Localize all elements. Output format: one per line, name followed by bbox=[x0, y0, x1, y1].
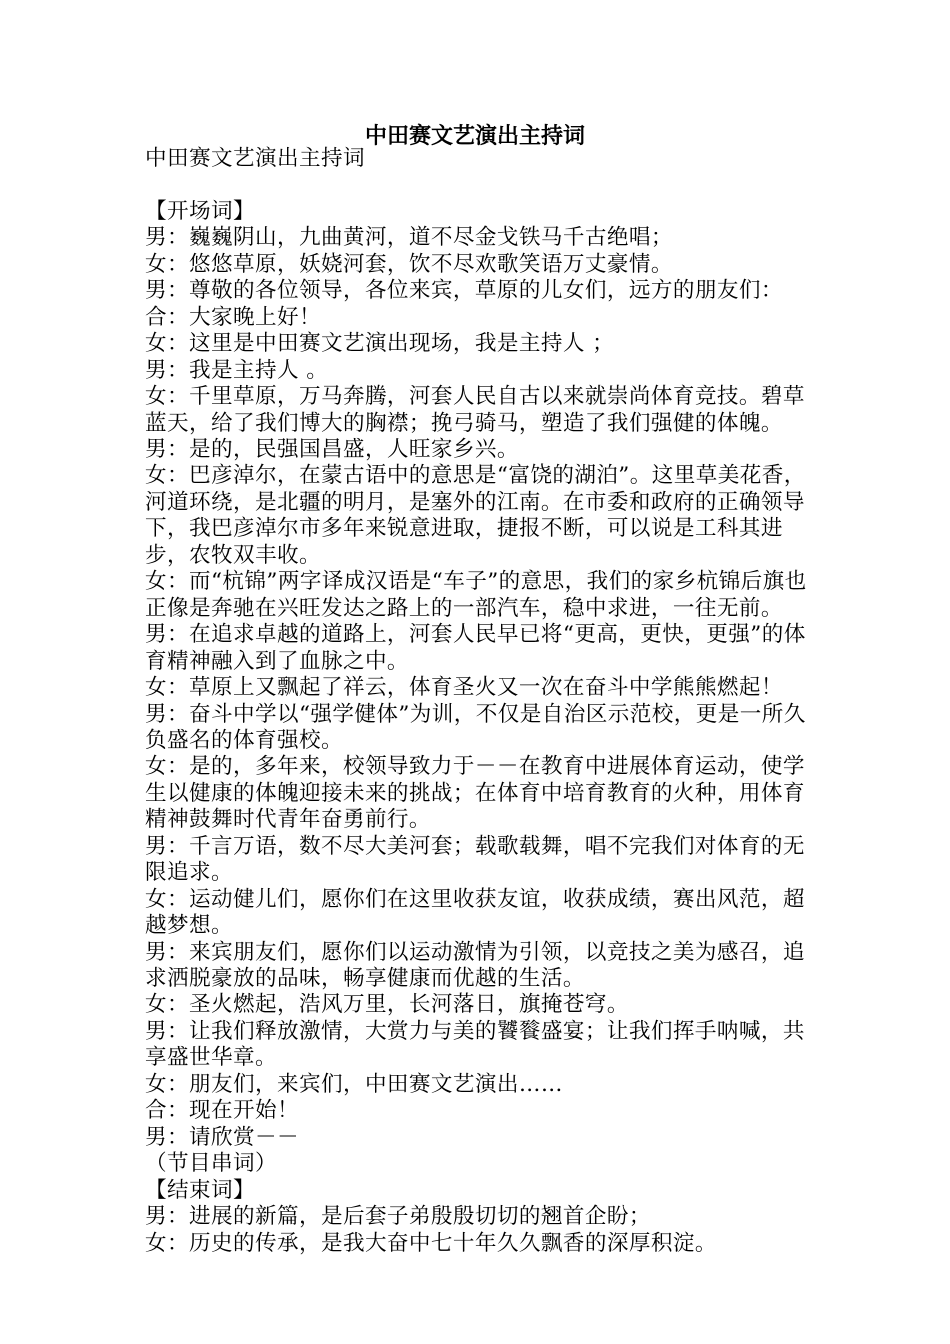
dialogue-line: 男：在追求卓越的道路上，河套人民早已将“更高，更快，更强”的体育精神融入到了血脉之中。 bbox=[145, 622, 806, 674]
dialogue-line: 男：进展的新篇，是后套子弟殷殷切切的翘首企盼； bbox=[145, 1204, 651, 1230]
dialogue-line: 男：尊敬的各位领导，各位来宾，草原的儿女们，远方的朋友们： bbox=[145, 278, 783, 304]
dialogue-line: 女：草原上又飘起了祥云，体育圣火又一次在奋斗中学熊熊燃起！ bbox=[145, 675, 783, 701]
dialogue-line: 男：千言万语，数不尽大美河套；载歌载舞，唱不完我们对体育的无限追求。 bbox=[145, 833, 805, 886]
dialogue-line: 合：现在开始！ bbox=[145, 1098, 299, 1124]
dialogue-line: 男：让我们释放激情，大赏力与美的饕餮盛宴；让我们挥手呐喊，共享盛世华章。 bbox=[145, 1018, 805, 1071]
closing-heading: 【结束词】 bbox=[145, 1177, 255, 1203]
dialogue-line: 女：是的，多年来，校领导致力于－－在教育中进展体育运动，使学生以健康的体魄迎接未来的挑战；在体育中培育教育的火种，用体育精神鼓舞时代青年奋勇前行。 bbox=[145, 754, 805, 833]
dialogue-line: 女：巴彦淖尔，在蒙古语中的意思是“富饶的湖泊”。这里草美花香，河道环绕，是北疆的明月，是塞外的江南。在市委和政府的正确领导下，我巴彦淖尔市多年来锐意进取，捷报不断，可以说是工科其进步，农牧双丰收。 bbox=[145, 463, 806, 568]
dialogue-line: 男：奋斗中学以“强学健体”为训，不仅是自治区示范校，更是一所久负盛名的体育强校。 bbox=[145, 701, 806, 753]
document-body bbox=[145, 146, 815, 1257]
dialogue-line: 男：是的，民强国昌盛，人旺家乡兴。 bbox=[145, 436, 519, 462]
dialogue-line: 女：这里是中田赛文艺演出现场，我是主持人 ； bbox=[145, 331, 615, 357]
dialogue-line: 女：悠悠草原，妖娆河套，饮不尽欢歌笑语万丈豪情。 bbox=[145, 251, 673, 277]
document-title: 中田赛文艺演出主持词 bbox=[364, 123, 585, 149]
dialogue-line: 女：朋友们，来宾们，中田赛文艺演出…… bbox=[145, 1071, 563, 1097]
dialogue-line: 合：大家晚上好！ bbox=[145, 304, 321, 330]
dialogue-line: 女：而“杭锦”两字译成汉语是“车子”的意思，我们的家乡杭锦后旗也正像是奔驰在兴旺发达之路上的一部汽车，稳中求进，一往无前。 bbox=[145, 569, 807, 621]
dialogue-line: 女：圣火燃起，浩风万里，长河落日，旗掩苍穹。 bbox=[145, 992, 629, 1018]
blank-line bbox=[145, 172, 815, 198]
dialogue-line: 女：千里草原，万马奔腾，河套人民自古以来就崇尚体育竞技。碧草蓝天，给了我们博大的胸襟；挽弓骑马，塑造了我们强健的体魄。 bbox=[145, 384, 805, 436]
program-note: （节目串词） bbox=[145, 1151, 277, 1177]
opening-heading: 【开场词】 bbox=[145, 198, 255, 224]
dialogue-line: 女：运动健儿们，愿你们在这里收获友谊，收获成绩，赛出风范，超越梦想。 bbox=[145, 886, 805, 939]
dialogue-line: 男：请欣赏－－ bbox=[145, 1124, 299, 1150]
dialogue-line: 男：巍巍阴山，九曲黄河，道不尽金戈铁马千古绝唱； bbox=[145, 225, 673, 251]
dialogue-line: 男：来宾朋友们，愿你们以运动激情为引领，以竞技之美为感召，追求洒脱豪放的品味，畅享健康而优越的生活。 bbox=[145, 939, 805, 992]
document-subtitle: 中田赛文艺演出主持词 bbox=[145, 146, 365, 171]
dialogue-line: 男：我是主持人 。 bbox=[145, 357, 329, 383]
dialogue-line: 女：历史的传承，是我大奋中七十年久久飘香的深厚积淀。 bbox=[145, 1230, 717, 1256]
